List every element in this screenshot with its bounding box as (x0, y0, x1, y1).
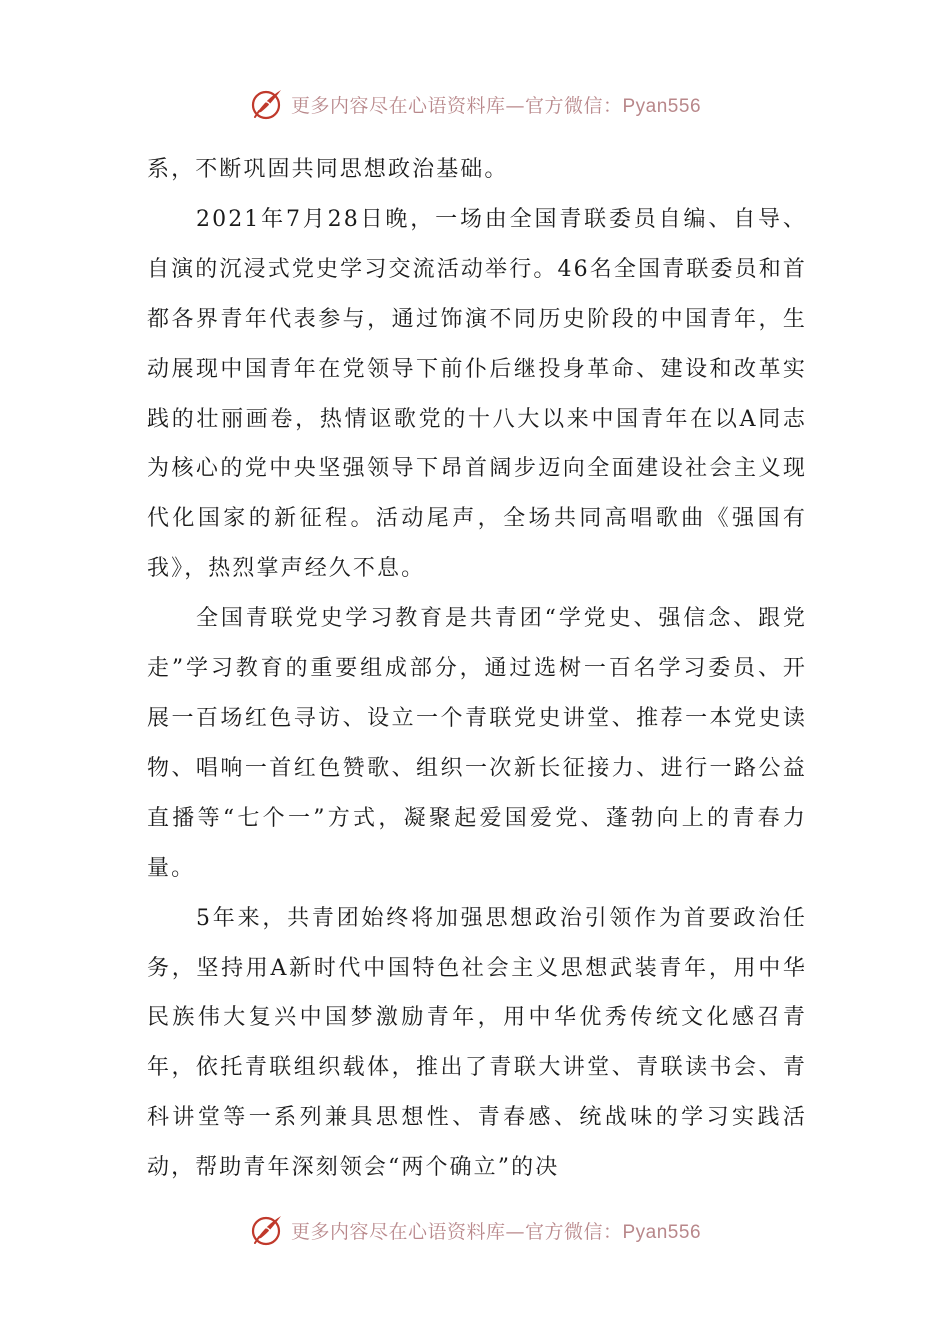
quill-logo-icon (249, 86, 285, 122)
wechat-id: Pyan556 (622, 1221, 702, 1243)
wechat-id: Pyan556 (622, 95, 702, 117)
paragraph-activity: 2021年7月28日晚，一场由全国青联委员自编、自导、自演的沉浸式党史学习交流活动举行。46名全国青联委员和首都各界青年代表参与，通过饰演不同历史阶段的中国青年，生动展现中国青年在党领导下前仆后继投身革命、建设和改革实践的壮丽画卷，热情讴歌党的十八大以来中国青年在以A同志为核心的党中央坚强领导下昂首阔步迈向全面建设社会主义现代化国家的新征程。活动尾声，全场共同高唱歌曲《强国有我》，热烈掌声经久不息。 (147, 206, 807, 582)
footer-watermark (0, 1210, 950, 1250)
watermark-text: 更多内容尽在心语资料库—官方微信：Pyan556 (290, 94, 702, 117)
document-body (147, 145, 807, 1193)
paragraph-continuation: 系，不断巩固共同思想政治基础。 (147, 157, 509, 182)
header-watermark (0, 84, 950, 124)
quill-logo-icon (249, 1212, 285, 1248)
paragraph-five-years: 5年来，共青团始终将加强思想政治引领作为首要政治任务，坚持用A新时代中国特色社会主义思想武装青年，用中华民族伟大复兴中国梦激励青年，用中华优秀传统文化感召青年，依托青联组织载体，推出了青联大讲堂、青联读书会、青科讲堂等一系列兼具思想性、青春感、统战味的学习实践活动，帮助青年深刻领会“两个确立”的决 (147, 905, 807, 1181)
watermark-text: 更多内容尽在心语资料库—官方微信：Pyan556 (290, 1220, 702, 1243)
paragraph-education: 全国青联党史学习教育是共青团“学党史、强信念、跟党走”学习教育的重要组成部分，通过选树一百名学习委员、开展一百场红色寻访、设立一个青联党史讲堂、推荐一本党史读物、唱响一首红色赞歌、组织一次新长征接力、进行一路公益直播等“七个一”方式，凝聚起爱国爱党、蓬勃向上的青春力量。 (147, 606, 807, 881)
